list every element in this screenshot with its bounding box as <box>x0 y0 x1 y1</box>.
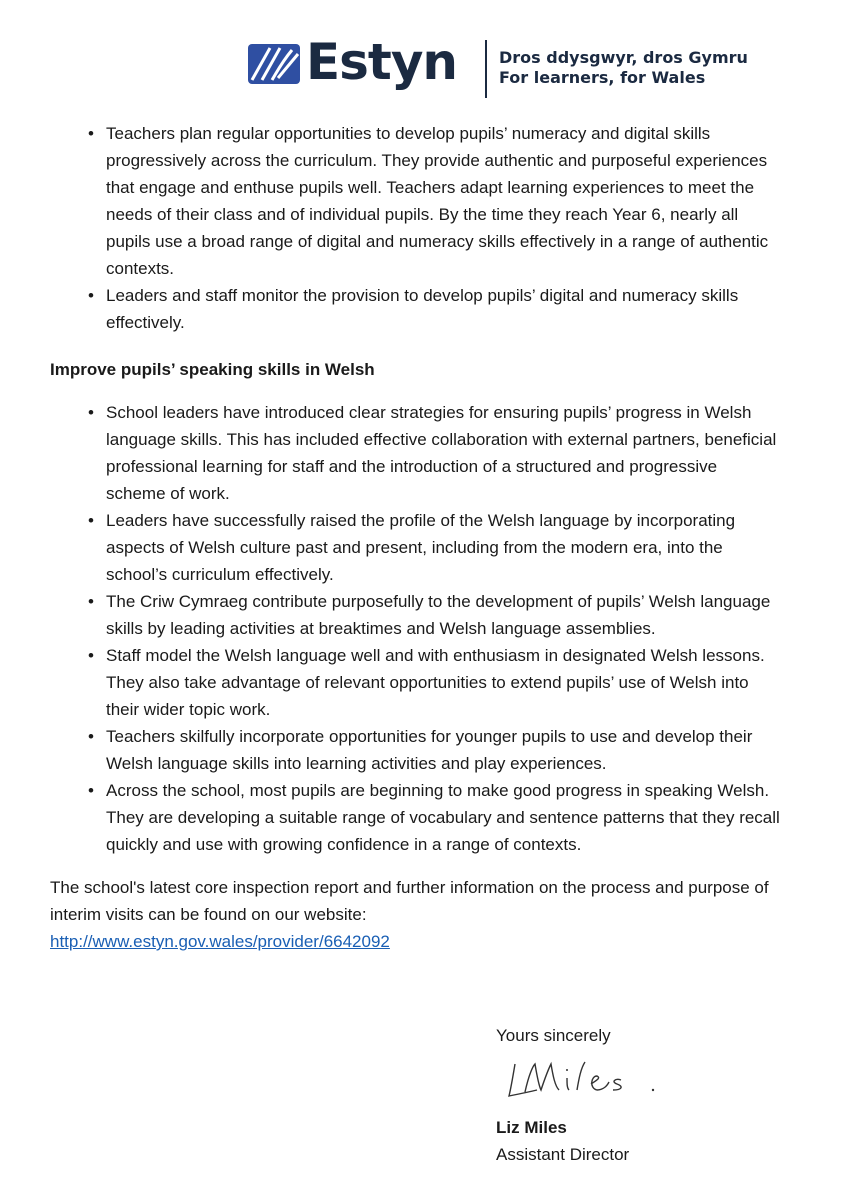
intro-bullet-list <box>50 120 780 336</box>
closing-text: The school's latest core inspection report and further information on the process and purpose of interim visits can be found on our website: <box>50 878 769 924</box>
list-item: • Leaders and staff monitor the provision to develop pupils’ digital and numeracy skills effectively. <box>106 282 780 336</box>
signer-name: Liz Miles <box>496 1118 567 1137</box>
list-item: • School leaders have introduced clear strategies for ensuring pupils’ progress in Welsh language skills. This has included effective collaboration with external partners, beneficial professional learning for staff and the introduction of a structured and progressive scheme of work. <box>106 399 780 507</box>
list-item: • Staff model the Welsh language well and with enthusiasm in designated Welsh lessons. They also take advantage of relevant opportunities to extend pupils’ use of Welsh into their wider topic work. <box>106 642 780 723</box>
list-item: • Leaders have successfully raised the profile of the Welsh language by incorporating aspects of Welsh culture past and present, including from the modern era, into the school’s curriculum effectively. <box>106 507 780 588</box>
handwritten-signature <box>505 1054 675 1104</box>
salutation: Yours sincerely <box>496 1026 611 1045</box>
letterhead <box>248 33 768 100</box>
signer-block <box>496 1114 796 1168</box>
welsh-skills-bullet-list <box>50 399 780 858</box>
tagline <box>499 48 748 88</box>
list-item: • Across the school, most pupils are beginning to make good progress in speaking Welsh. They are developing a suitable range of vocabulary and sentence patterns that they recall quickly and use with growing confidence in a range of contexts. <box>106 777 780 858</box>
section-heading: Improve pupils’ speaking skills in Welsh <box>50 360 375 379</box>
logo-divider <box>485 40 487 98</box>
signer-title: Assistant Director <box>496 1145 630 1164</box>
estyn-logo-mark-icon <box>248 40 302 86</box>
provider-link[interactable]: http://www.estyn.gov.wales/provider/6642092 <box>50 932 390 951</box>
list-item: • Teachers skilfully incorporate opportunities for younger pupils to use and develop their Welsh language skills into learning activities and play experiences. <box>106 723 780 777</box>
closing-paragraph <box>50 874 780 955</box>
list-item: • The Criw Cymraeg contribute purposefully to the development of pupils’ Welsh language skills by leading activities at breaktimes and Welsh language assemblies. <box>106 588 780 642</box>
tagline-welsh: Dros ddysgwyr, dros Gymru <box>499 48 748 67</box>
tagline-english: For learners, for Wales <box>499 68 706 87</box>
letter-body <box>50 120 780 955</box>
list-item: • Teachers plan regular opportunities to develop pupils’ numeracy and digital skills progressively across the curriculum. They provide authentic and purposeful experiences that engage and enthuse pupils well. Teachers adapt learning experiences to meet the needs of their class and of individual pupils. By the time they reach Year 6, nearly all pupils use a broad range of digital and numeracy skills effectively in a range of authentic contexts. <box>106 120 780 282</box>
logo-wordmark: Estyn <box>306 33 458 91</box>
